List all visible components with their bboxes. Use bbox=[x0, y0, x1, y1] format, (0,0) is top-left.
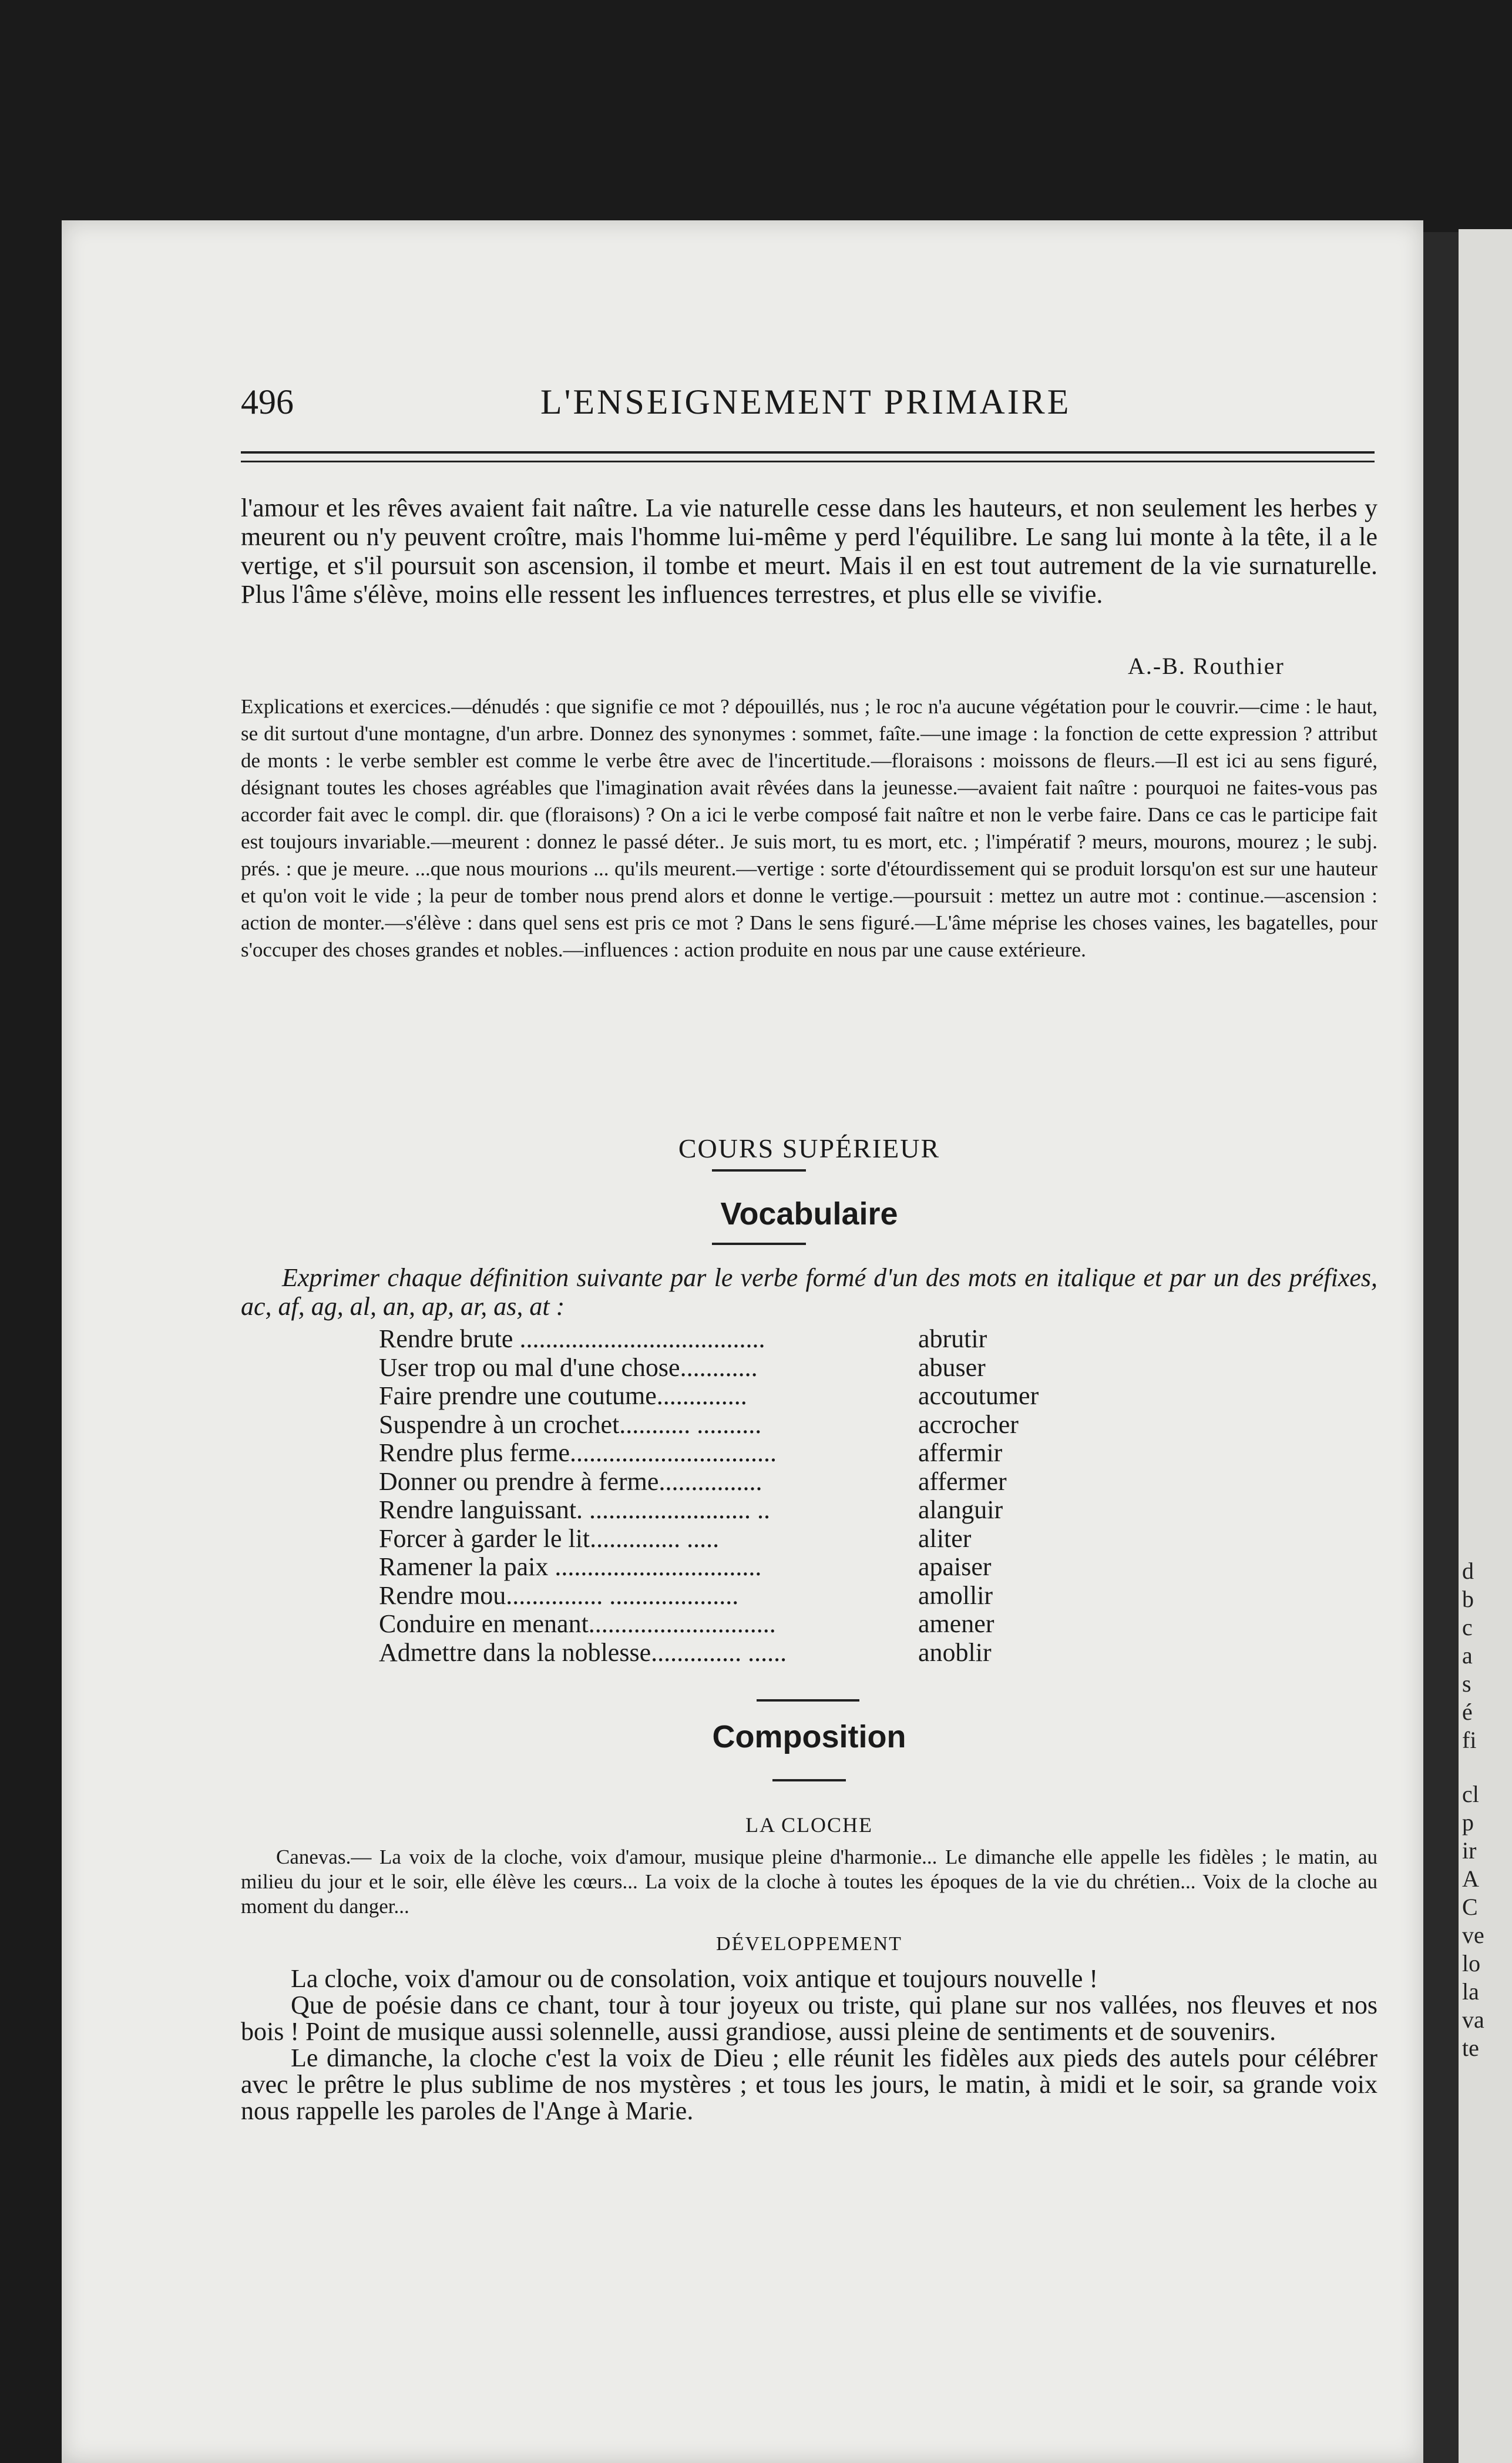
vocab-answer: affermer bbox=[918, 1467, 1007, 1496]
fragment-letter: p bbox=[1462, 1809, 1474, 1835]
vocab-answer: accoutumer bbox=[918, 1381, 1039, 1410]
composition-top-rule bbox=[757, 1699, 859, 1702]
vocab-answer: accrocher bbox=[918, 1410, 1019, 1439]
fragment-letter: ve bbox=[1462, 1922, 1484, 1948]
vocab-definition: Admettre dans la noblesse.............. ...... bbox=[379, 1637, 787, 1667]
section-title: COURS SUPÉRIEUR bbox=[678, 1133, 940, 1163]
fragment-letter: c bbox=[1462, 1614, 1473, 1640]
developpement-label: DÉVELOPPEMENT bbox=[716, 1933, 902, 1955]
fragment-letter: la bbox=[1462, 1978, 1479, 2005]
fragment-letter: A bbox=[1462, 1865, 1479, 1892]
intro-paragraph: l'amour et les rêves avaient fait naître. La vie naturelle cesse dans les hauteurs, et non seulement les herbes y meurent ou n'y peuvent croître, mais l'homme lui-même y perd l'équilibre. Le sang lui monte à la tête, il a le vertige, et s'il poursuit son ascension, il tombe et meurt. Mais il en est tout autrement de la vie surnaturelle. Plus l'âme s'élève, moins elle ressent les influences terrestres, et plus elle se vivifie. bbox=[241, 494, 1377, 609]
canevas-block bbox=[241, 1845, 1377, 1919]
vocab-answer: anoblir bbox=[918, 1637, 992, 1667]
developpement-paragraph: Que de poésie dans ce chant, tour à tour joyeux ou triste, qui plane sur nos vallées, nos fleuves et nos bois ! Point de musique aussi solennelle, aussi grandiose, aussi pleine de sentiments et de souvenirs. bbox=[241, 1991, 1377, 2046]
composition-subject: LA CLOCHE bbox=[745, 1813, 873, 1837]
vocab-definition: Rendre brute ...................................... bbox=[379, 1324, 765, 1353]
vocab-answer: amener bbox=[918, 1609, 994, 1638]
vocab-instruction-block bbox=[241, 1263, 1377, 1321]
vocab-definition: Suspendre à un crochet........... .......... bbox=[379, 1410, 762, 1439]
vocab-answer: affermir bbox=[918, 1438, 1003, 1467]
vocab-answer: aliter bbox=[918, 1524, 972, 1553]
vocab-definition: Forcer à garder le lit.............. ..... bbox=[379, 1524, 720, 1553]
page-number: 496 bbox=[241, 382, 294, 421]
vocab-heading-rule bbox=[712, 1243, 806, 1245]
fragment-letter: cl bbox=[1462, 1781, 1479, 1807]
composition-heading: Composition bbox=[712, 1719, 906, 1754]
vocab-definition: Faire prendre une coutume.............. bbox=[379, 1381, 747, 1410]
vocab-definition: User trop ou mal d'une chose............ bbox=[379, 1353, 758, 1382]
vocab-answer: abuser bbox=[918, 1353, 986, 1382]
fragment-letter: a bbox=[1462, 1642, 1473, 1669]
header-double-rule bbox=[241, 451, 1375, 462]
vocab-answer: alanguir bbox=[918, 1495, 1003, 1524]
intro-block bbox=[241, 494, 1377, 609]
fragment-letter: b bbox=[1462, 1586, 1474, 1612]
fragment-letter: ir bbox=[1462, 1837, 1477, 1864]
fragment-letter: d bbox=[1462, 1558, 1474, 1584]
vocab-definition: Rendre plus ferme................................ bbox=[379, 1438, 777, 1467]
vocab-definition: Donner ou prendre à ferme................ bbox=[379, 1467, 762, 1496]
fragment-letter: va bbox=[1462, 2006, 1484, 2033]
vocab-heading: Vocabulaire bbox=[720, 1196, 898, 1232]
page-gutter-shadow bbox=[1423, 232, 1459, 2463]
vocab-definition: Rendre mou............... .................... bbox=[379, 1581, 739, 1610]
developpement-paragraph: Le dimanche, la cloche c'est la voix de Dieu ; elle réunit les fidèles aux pieds des autels pour célébrer avec le prêtre le plus sublime de nos mystères ; et tous les jours, le matin, à midi et le soir, sa grande voix nous rappelle les paroles de l'Ange à Marie. bbox=[241, 2043, 1377, 2125]
author-signature: A.-B. Routhier bbox=[1128, 653, 1285, 679]
canevas-paragraph: Canevas.— La voix de la cloche, voix d'amour, musique pleine d'harmonie... Le dimanche elle appelle les fidèles ; le matin, au milieu du jour et le soir, elle élève les cœurs... La voix de la cloche à toutes les époques de la vie du chrétien... Voix de la cloche au moment du danger... bbox=[241, 1845, 1377, 1918]
composition-bottom-rule bbox=[772, 1779, 846, 1781]
developpement-paragraph: La cloche, voix d'amour ou de consolation, voix antique et toujours nouvelle ! bbox=[291, 1964, 1098, 1993]
section-title-rule bbox=[712, 1169, 806, 1172]
developpement-block bbox=[241, 1965, 1377, 2124]
running-header bbox=[241, 382, 1377, 423]
fragment-letter: s bbox=[1462, 1670, 1471, 1697]
vocab-definition: Ramener la paix ................................ bbox=[379, 1552, 762, 1581]
running-title: L'ENSEIGNEMENT PRIMAIRE bbox=[540, 382, 1071, 421]
vocab-answer: apaiser bbox=[918, 1552, 992, 1581]
fragment-letter: te bbox=[1462, 2035, 1479, 2061]
adjacent-page-fragment bbox=[1459, 229, 1512, 2463]
fragment-letter: C bbox=[1462, 1894, 1478, 1920]
fragment-letter: lo bbox=[1462, 1950, 1481, 1977]
vocab-definition: Rendre languissant. ......................... .. bbox=[379, 1495, 771, 1524]
vocab-answer: amollir bbox=[918, 1581, 993, 1610]
vocab-answer: abrutir bbox=[918, 1324, 987, 1353]
explications-block bbox=[241, 693, 1377, 964]
fragment-letter: é bbox=[1462, 1699, 1473, 1725]
vocab-instruction: Exprimer chaque définition suivante par le verbe formé d'un des mots en italique et par un des préfixes, ac, af, ag, al, an, ap, ar, as, at : bbox=[241, 1263, 1377, 1321]
fragment-letter: fi bbox=[1462, 1727, 1477, 1753]
explications-paragraph: Explications et exercices.—dénudés : que signifie ce mot ? dépouillés, nus ; le roc n'a aucune végétation pour le couvrir.—cime : le haut, se dit surtout d'une montagne, d'un arbre. Donnez des synonymes : sommet, faîte.—une image : la fonction de cette expression ? attribut de monts : le verbe sembler est comme le verbe être avec de l'incertitude.—floraisons : moissons de fleurs.—Il est ici au sens figuré, désignant toutes les choses agréables que l'imagination avait rêvées dans la jeunesse.—avaient fait naître : pourquoi ne faites-vous pas accorder fait avec le compl. dir. que (floraisons) ? On a ici le verbe composé fait naître et non le verbe faire. Dans ce cas le participe fait est toujours invariable.—meurent : donnez le passé déter.. Je suis mort, tu es mort, etc. ; l'impératif ? meurs, mourons, mourez ; le subj. prés. : que je meure. ...que nous mourions ... qu'ils meurent.—vertige : sorte d'étourdissement qui se produit lorsqu'on est sur une hauteur et qu'on voit le vide ; la peur de tomber nous prend alors et donne le vertige.—poursuit : mettez un autre mot : continue.—ascension : action de monter.—s'élève : dans quel sens est pris ce mot ? Dans le sens figuré.—L'âme méprise les choses vaines, les bagatelles, pour s'occuper des choses grandes et nobles.—influences : action produite en nous par une cause extérieure. bbox=[241, 695, 1377, 961]
vocab-definition: Conduire en menant............................. bbox=[379, 1609, 776, 1638]
